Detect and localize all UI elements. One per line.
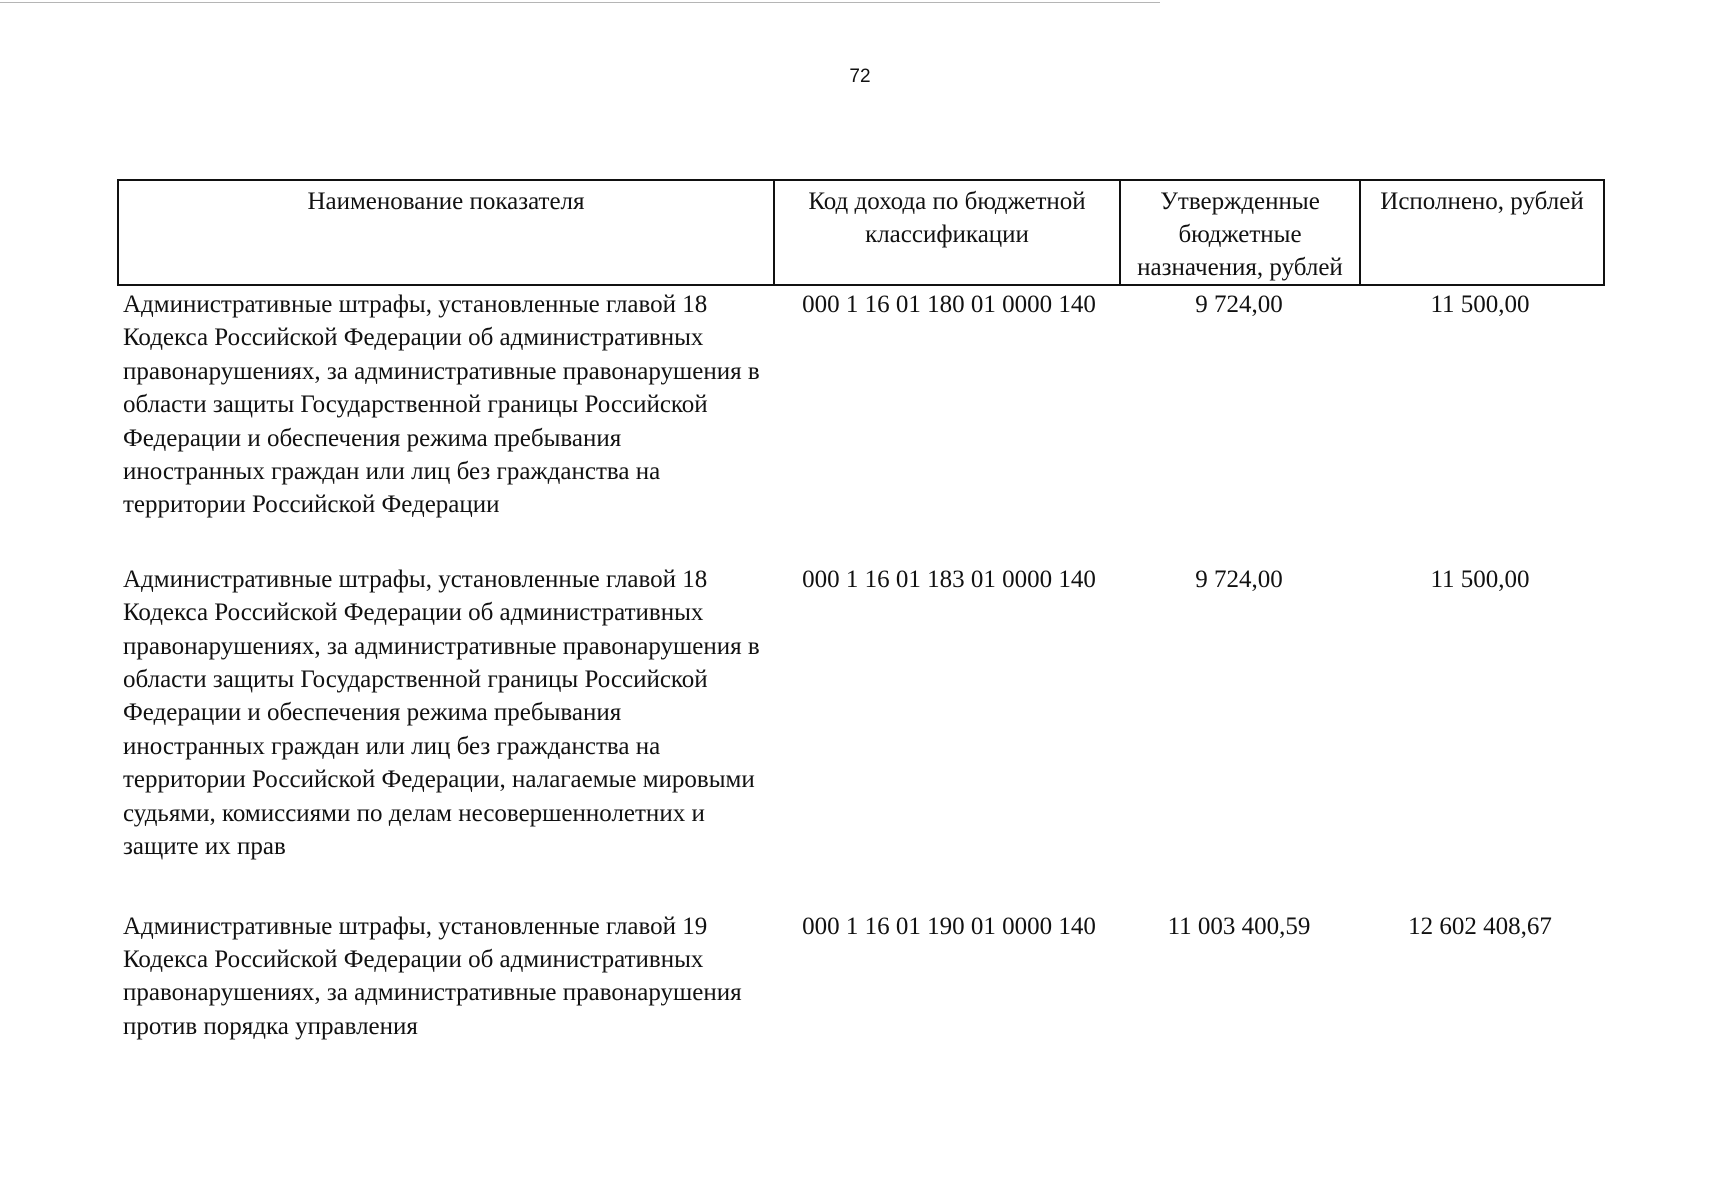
row-approved-amount: 9 724,00 (1195, 565, 1283, 593)
row-executed-amount: 11 500,00 (1430, 565, 1530, 593)
row-indicator-name: Административные штрафы, установленные главой 19 Кодекса Российской Федерации об административных правонарушениях, за административные правонарушения против порядка управления (123, 912, 742, 1040)
row-indicator-name: Административные штрафы, установленные главой 18 Кодекса Российской Федерации об административных правонарушениях, за административные правонарушения в области защиты Государственной границы Российской Федерации и обеспечения режима пребывания иностранных граждан или лиц без гражданства на территории Российской Федерации, налагаемые мировыми судьями, комиссиями по делам несовершеннолетних и защите их прав (123, 565, 760, 861)
row-income-code: 000 1 16 01 190 01 0000 140 (802, 912, 1096, 940)
scan-edge-line (0, 2, 1160, 3)
page-number: 72 (849, 66, 871, 87)
row-income-code: 000 1 16 01 180 01 0000 140 (802, 291, 1096, 318)
row-indicator-name: Административные штрафы, установленные главой 18 Кодекса Российской Федерации об административных правонарушениях, за административные правонарушения в области защиты Государственной границы Российской Федерации и обеспечения режима пребывания иностранных граждан или лиц без гражданства на территории Российской Федерации (123, 291, 760, 519)
header-approved-amount: Утвержденные бюджетные назначения, рублей (1121, 181, 1361, 284)
table-header (117, 179, 1605, 286)
table-row (117, 563, 1605, 864)
row-approved-amount: 9 724,00 (1195, 291, 1283, 318)
row-executed-amount: 12 602 408,67 (1408, 912, 1552, 940)
table-body (117, 288, 1605, 1043)
row-executed-amount: 11 500,00 (1430, 291, 1530, 318)
table-row (117, 288, 1605, 522)
header-executed-amount: Исполнено, рублей (1380, 188, 1584, 215)
row-approved-amount: 11 003 400,59 (1167, 912, 1311, 940)
header-income-code: Код дохода по бюджетной классификации (775, 181, 1121, 284)
row-income-code: 000 1 16 01 183 01 0000 140 (802, 565, 1096, 593)
header-indicator-name: Наименование показателя (119, 181, 775, 284)
table-row (117, 910, 1605, 1044)
